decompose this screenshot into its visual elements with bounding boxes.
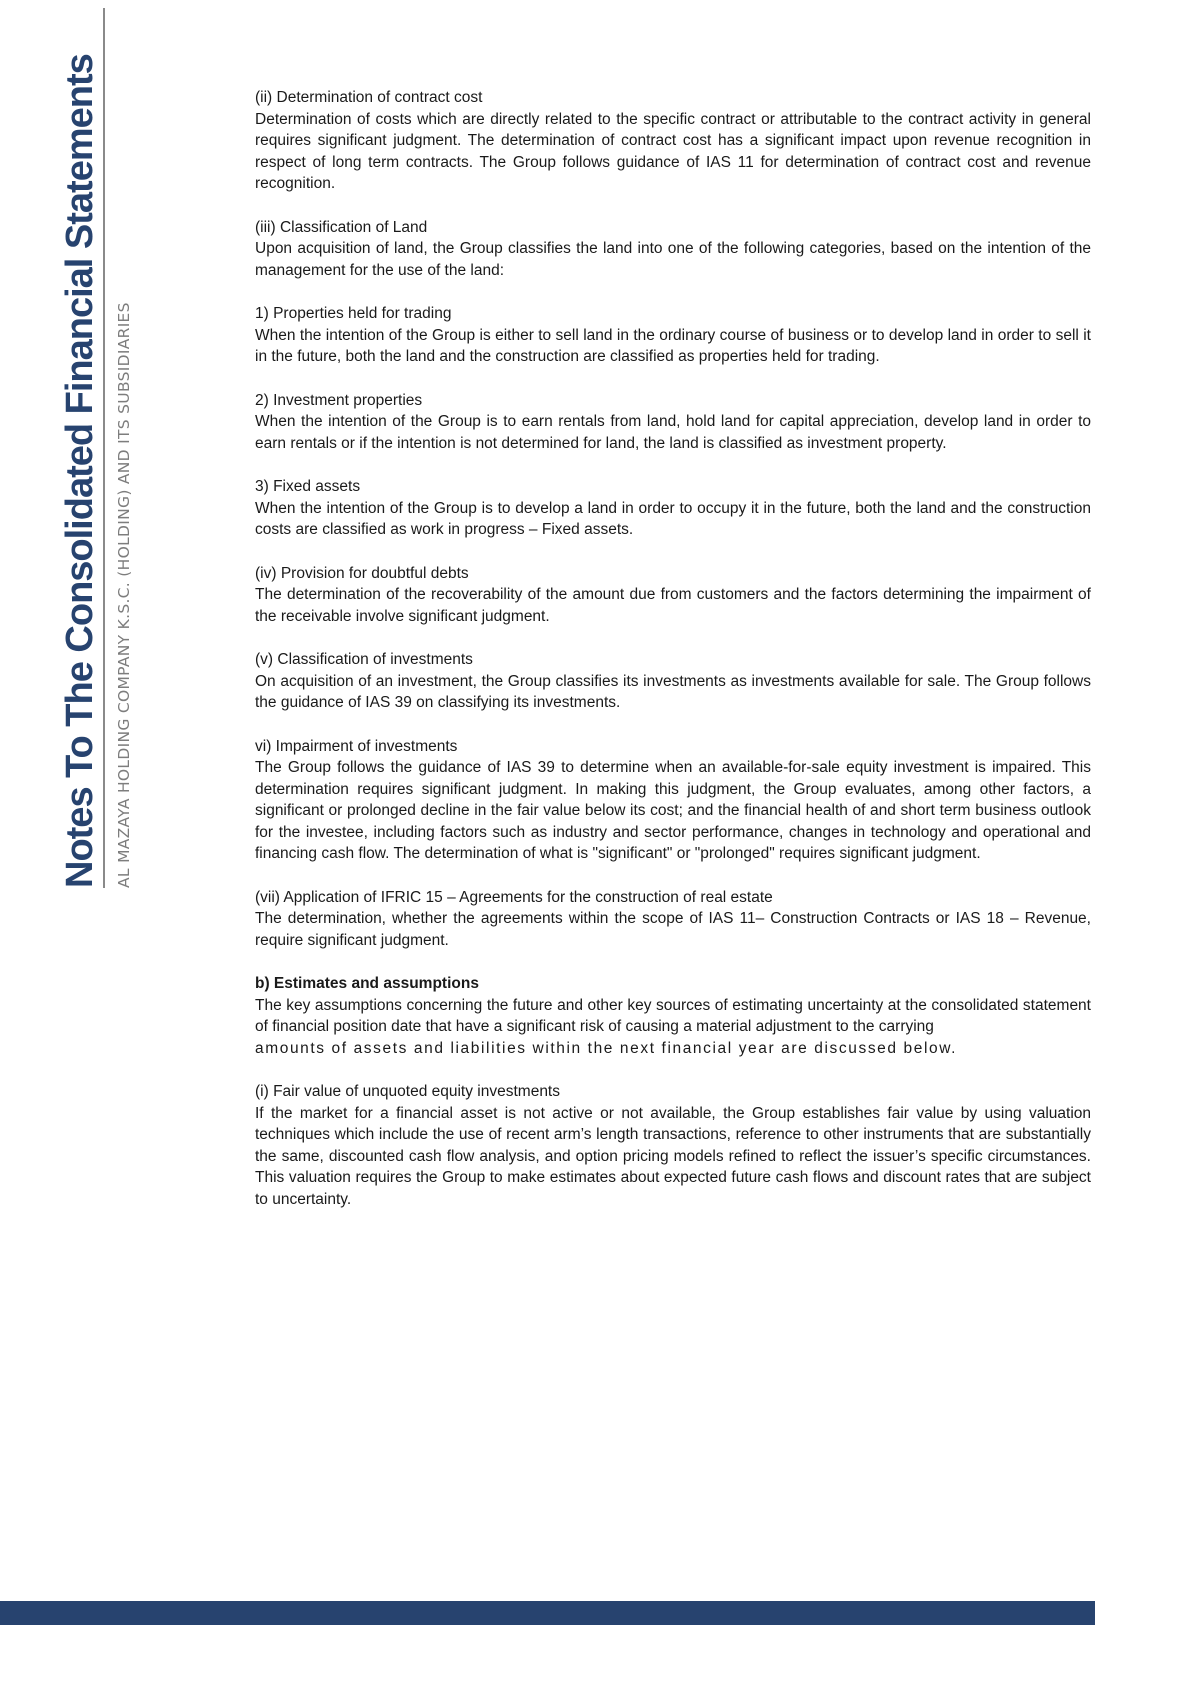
section-heading: 2) Investment properties <box>255 391 423 409</box>
section-paragraph: The Group follows the guidance of IAS 39 to determine when an available-for-sale equity investment is impaired. This determination requires significant judgment. In making this judgment, the Group evaluates, among other factors, a significant or prolonged decline in the fair value below its cost; and the financial health of and short term business outlook for the investee, including factors such as industry and sector performance, changes in technology and operational and financing cash flow. The determination of what is "significant" or "prolonged" requires significant judgment. <box>255 759 1091 862</box>
section-fair-value-unquoted-equity <box>255 1081 1091 1210</box>
section-heading: (ii) Determination of contract cost <box>255 89 483 106</box>
section-heading: (i) Fair value of unquoted equity investments <box>255 1083 560 1100</box>
section-paragraph: When the intention of the Group is to earn rentals from land, hold land for capital appreciation, develop land in order to earn rentals or if the intention is not determined for land, the land is classified as investment property. <box>255 413 1091 452</box>
section-heading: (v) Classification of investments <box>255 651 473 668</box>
section-investment-properties <box>255 390 1091 455</box>
section-paragraph: When the intention of the Group is either to sell land in the ordinary course of business or to develop land in order to sell it in the future, both the land and the construction are classified as properties held for trading. <box>255 326 1091 365</box>
section-classification-of-land <box>255 217 1091 282</box>
section-doubtful-debts <box>255 563 1091 628</box>
section-paragraph: The determination, whether the agreements within the scope of IAS 11– Construction Contracts or IAS 18 – Revenue, require significant judgment. <box>255 910 1091 949</box>
sidebar-divider <box>103 8 105 888</box>
footer-bar <box>0 1601 1095 1625</box>
section-paragraph: The key assumptions concerning the future and other key sources of estimating uncertainty at the consolidated statement of financial position date that have a significant risk of causing a material adjustment to the carrying <box>255 996 1091 1035</box>
sidebar-company-name: AL MAZAYA HOLDING COMPANY K.S.C. (HOLDING) AND ITS SUBSIDIARIES <box>115 302 133 888</box>
section-heading: (iv) Provision for doubtful debts <box>255 564 469 582</box>
section-impairment-of-investments <box>255 736 1091 865</box>
sidebar-title: Notes To The Consolidated Financial Statements <box>59 54 101 888</box>
section-paragraph: If the market for a financial asset is not active or not available, the Group establishes fair value by using valuation techniques which include the use of recent arm’s length transactions, reference to other instruments that are substantially the same, discounted cash flow analysis, and option pricing models refined to reflect the issuer’s specific circumstances. This valuation requires the Group to make estimates about expected future cash flows and discount rates that are subject to uncertainty. <box>255 1104 1091 1208</box>
section-estimates-and-assumptions <box>255 973 1091 1059</box>
document-body <box>255 87 1091 1232</box>
section-heading: vi) Impairment of investments <box>255 737 458 755</box>
section-properties-held-for-trading <box>255 303 1091 368</box>
section-paragraph: Determination of costs which are directly related to the specific contract or attributable to the contract activity in general requires significant judgment. The determination of contract cost has a significant impact upon revenue recognition in respect of long term contracts. The Group follows guidance of IAS 11 for determination of contract cost and revenue recognition. <box>255 110 1091 192</box>
section-heading: (iii) Classification of Land <box>255 218 428 236</box>
section-paragraph: When the intention of the Group is to develop a land in order to occupy it in the future, both the land and the construction costs are classified as work in progress – Fixed assets. <box>255 499 1091 538</box>
section-heading: b) Estimates and assumptions <box>255 975 479 992</box>
section-paragraph-continued: amounts of assets and liabilities within the next financial year are discussed below. <box>255 1039 958 1057</box>
section-heading: 3) Fixed assets <box>255 478 361 495</box>
section-heading: (vii) Application of IFRIC 15 – Agreements for the construction of real estate <box>255 888 773 906</box>
section-paragraph: The determination of the recoverability of the amount due from customers and the factors determining the impairment of the receivable involve significant judgment. <box>255 586 1091 625</box>
section-fixed-assets <box>255 476 1091 541</box>
section-ifric-15 <box>255 887 1091 952</box>
section-classification-of-investments <box>255 649 1091 714</box>
section-paragraph: Upon acquisition of land, the Group classifies the land into one of the following categories, based on the intention of the management for the use of the land: <box>255 240 1091 279</box>
section-contract-cost <box>255 87 1091 195</box>
section-heading: 1) Properties held for trading <box>255 305 452 322</box>
section-paragraph: On acquisition of an investment, the Group classifies its investments as investments available for sale. The Group follows the guidance of IAS 39 on classifying its investments. <box>255 672 1091 711</box>
